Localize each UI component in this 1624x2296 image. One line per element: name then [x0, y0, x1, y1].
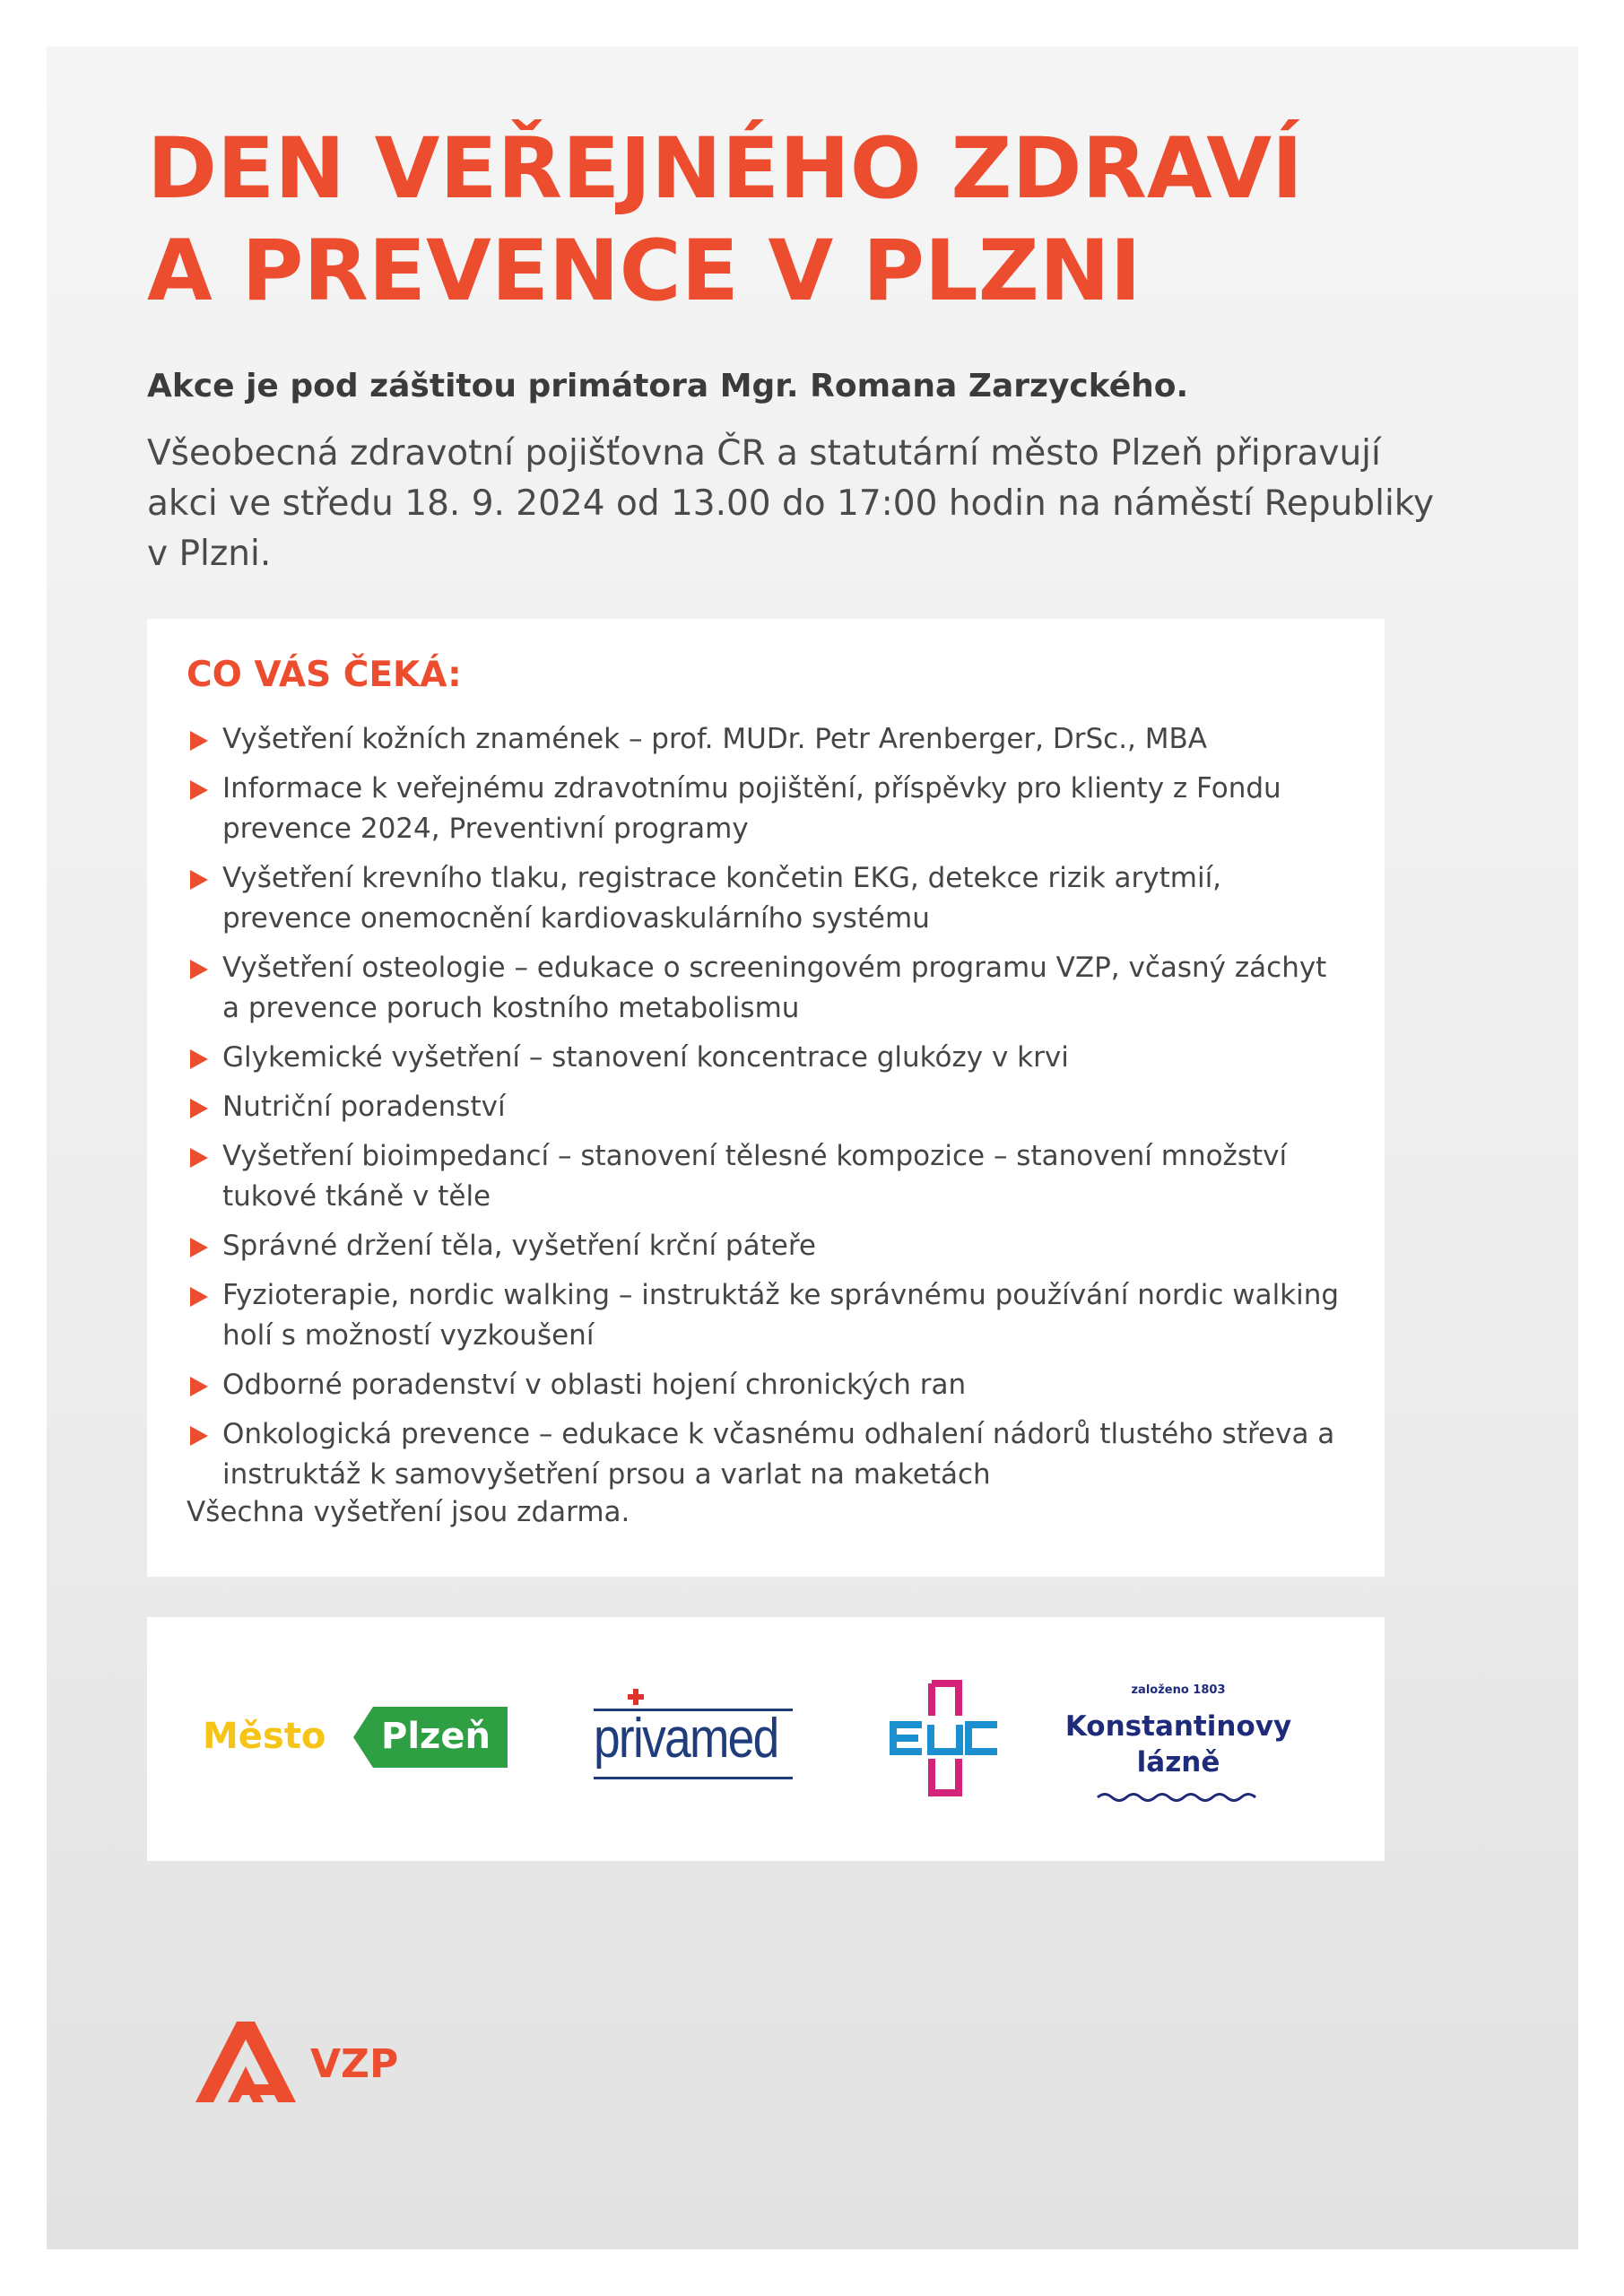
intro-text: Všeobecná zdravotní pojišťovna ČR a statutární město Plzeň připravují akci ve středu 18. 9. 2024 od 13.00 do 17:00 hodin na náměstí Republiky v Plzni.: [147, 433, 1435, 574]
arrow-bullet-icon: [190, 1049, 208, 1069]
arrow-bullet-icon: [190, 780, 208, 800]
program-heading: CO VÁS ČEKÁ:: [187, 655, 462, 695]
patronage-text: Akce je pod záštitou primátora Mgr. Romana Zarzyckého.: [147, 368, 1189, 404]
title-line-1: DEN VEŘEJNÉHO ZDRAVÍ: [147, 120, 1304, 218]
arrow-bullet-icon: [190, 731, 208, 751]
mesto-plzen-logo: [203, 1707, 508, 1770]
euc-logo: [882, 1680, 1008, 1796]
vzp-word: VZP: [310, 2041, 399, 2087]
program-card: [147, 619, 1385, 1577]
list-item: [187, 1414, 1352, 1495]
program-list: [187, 719, 1352, 1504]
list-item: [187, 858, 1352, 939]
arrow-bullet-icon: [190, 1099, 208, 1118]
list-item-text: Vyšetření bioimpedancí – stanovení tělesné kompozice – stanovení množství tukové tkáně v těle: [222, 1140, 1288, 1213]
arrow-bullet-icon: [190, 1148, 208, 1168]
arrow-bullet-icon: [190, 1287, 208, 1307]
privamed-word: privamed: [594, 1708, 778, 1770]
list-item: [187, 948, 1352, 1029]
list-item: [187, 1087, 1352, 1127]
list-item: [187, 1136, 1352, 1217]
vzp-logo: [192, 2016, 416, 2106]
partners-card: [147, 1617, 1385, 1861]
list-item-text: Glykemické vyšetření – stanovení koncentrace glukózy v krvi: [222, 1041, 1069, 1074]
title-line-2: A PREVENCE V PLZNI: [147, 222, 1142, 320]
list-item-text: Informace k veřejnému zdravotnímu pojištění, příspěvky pro klienty z Fondu prevence 2024, Preventivní programy: [222, 772, 1281, 845]
free-note: Všechna vyšetření jsou zdarma.: [187, 1496, 630, 1528]
page-title: [147, 118, 1303, 323]
list-item-text: Vyšetření kožních znamének – prof. MUDr. Petr Arenberger, DrSc., MBA: [222, 723, 1207, 755]
list-item-text: Onkologická prevence – edukace k včasnému odhalení nádorů tlustého střeva a instruktáž k samovyšetření prsou a varlat na maketách: [222, 1418, 1335, 1491]
list-item-text: Vyšetření krevního tlaku, registrace končetin EKG, detekce rizik arytmií, prevence onemocnění kardiovaskulárního systému: [222, 862, 1222, 935]
arrow-bullet-icon: [190, 1238, 208, 1257]
list-item: [187, 769, 1352, 849]
list-item: [187, 1226, 1352, 1266]
konstantinovy-name-line-1: Konstantinovy: [1064, 1710, 1292, 1743]
list-item: [187, 1275, 1352, 1356]
wave-icon: [1096, 1791, 1261, 1804]
list-item: [187, 1038, 1352, 1078]
konstantinovy-lazne-logo: [1062, 1683, 1295, 1800]
konstantinovy-founded: založeno 1803: [1131, 1683, 1226, 1697]
privamed-logo: [594, 1687, 800, 1786]
list-item-text: Fyzioterapie, nordic walking – instruktáž ke správnému používání nordic walking holí s možností vyzkoušení: [222, 1279, 1340, 1352]
arrow-bullet-icon: [190, 960, 208, 979]
euc-cross-icon: [882, 1680, 1008, 1796]
arrow-bullet-icon: [190, 870, 208, 890]
list-item-text: Správné držení těla, vyšetření krční páteře: [222, 1230, 816, 1262]
list-item-text: Vyšetření osteologie – edukace o screeningovém programu VZP, včasný záchyt a prevence poruch kostního metabolismu: [222, 952, 1327, 1024]
list-item: [187, 1365, 1352, 1405]
list-item: [187, 719, 1352, 760]
list-item-text: Nutriční poradenství: [222, 1091, 506, 1123]
konstantinovy-name-line-2: lázně: [1136, 1746, 1220, 1779]
list-item-text: Odborné poradenství v oblasti hojení chronických ran: [222, 1369, 967, 1401]
arrow-bullet-icon: [190, 1377, 208, 1396]
vzp-mark-icon: [192, 2016, 300, 2106]
arrow-bullet-icon: [190, 1426, 208, 1446]
konstantinovy-name: [1062, 1709, 1295, 1780]
plzen-word: Plzeň: [381, 1716, 491, 1757]
mesto-word: Město: [203, 1716, 326, 1757]
